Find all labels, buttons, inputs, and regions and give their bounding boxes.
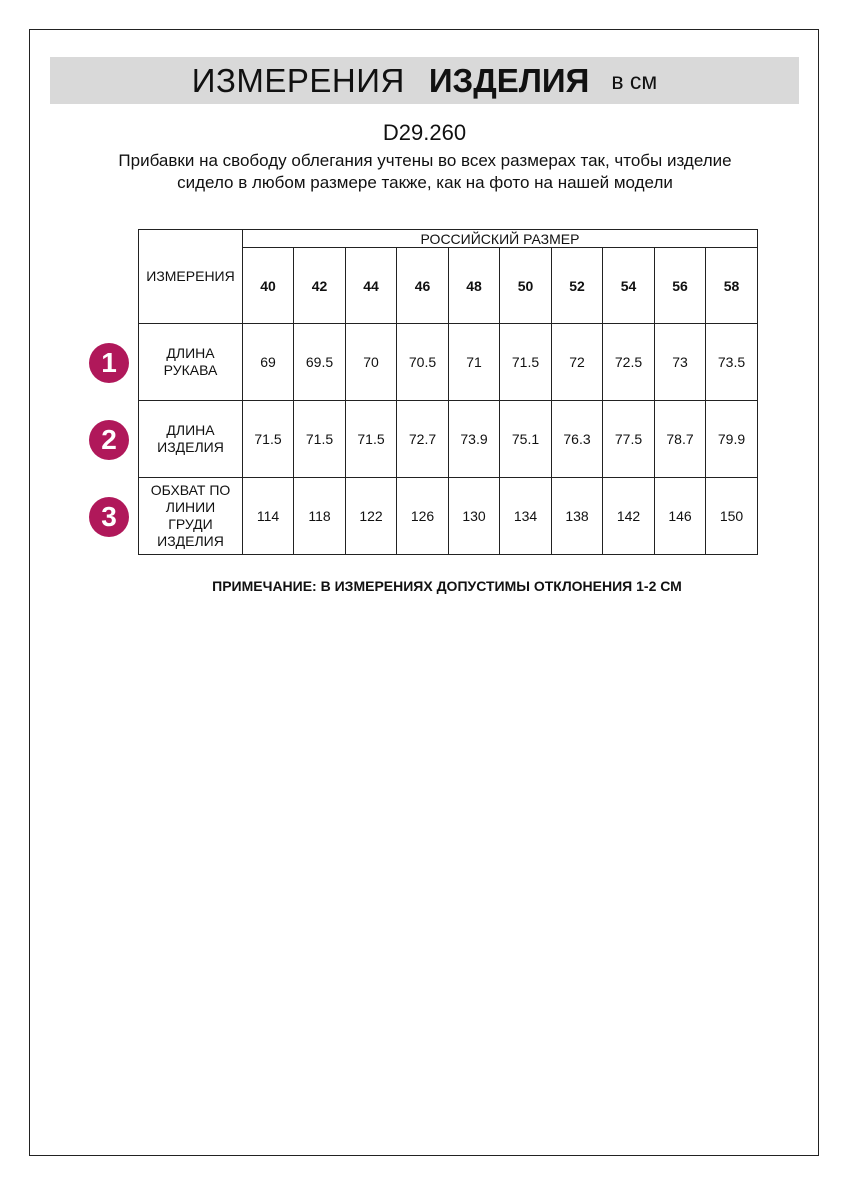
value-cell: 71.5 [346, 401, 397, 478]
value-cell: 134 [500, 478, 552, 555]
title-measurements: ИЗМЕРЕНИЯ [191, 62, 405, 99]
value-cell: 69.5 [294, 324, 346, 401]
size-header: 42 [294, 248, 346, 324]
value-cell: 70.5 [397, 324, 449, 401]
value-cell: 76.3 [552, 401, 603, 478]
size-header: 52 [552, 248, 603, 324]
badge-2-icon: 2 [89, 420, 129, 460]
article-number: D29.260 [382, 120, 467, 145]
value-cell: 78.7 [655, 401, 706, 478]
table-row-sleeve-length [139, 324, 758, 401]
value-cell: 69 [243, 324, 294, 401]
value-cell: 71.5 [294, 401, 346, 478]
row-label-product-length: ДЛИНА ИЗДЕЛИЯ [139, 401, 243, 478]
value-cell: 126 [397, 478, 449, 555]
row-label-sleeve-length: ДЛИНА РУКАВА [139, 324, 243, 401]
size-header: 44 [346, 248, 397, 324]
title-unit: в см [611, 68, 658, 94]
size-header: 46 [397, 248, 449, 324]
value-cell: 122 [346, 478, 397, 555]
value-cell: 114 [243, 478, 294, 555]
value-cell: 71 [449, 324, 500, 401]
size-header: 48 [449, 248, 500, 324]
fit-allowance-note: Прибавки на свободу облегания учтены во всех размерах так, чтобы изделие сидело в любом размере также, как на фото на нашей модели [118, 151, 732, 192]
size-header: 58 [706, 248, 758, 324]
value-cell: 118 [294, 478, 346, 555]
size-table [138, 229, 758, 555]
tolerance-note: ПРИМЕЧАНИЕ: В ИЗМЕРЕНИЯХ ДОПУСТИМЫ ОТКЛОНЕНИЯ 1-2 СМ [212, 578, 682, 594]
value-cell: 70 [346, 324, 397, 401]
value-cell: 71.5 [243, 401, 294, 478]
table-row-chest-girth [139, 478, 758, 555]
size-header: 40 [243, 248, 294, 324]
value-cell: 72.5 [603, 324, 655, 401]
title-bar [50, 57, 799, 104]
value-cell: 73.9 [449, 401, 500, 478]
value-cell: 72 [552, 324, 603, 401]
value-cell: 75.1 [500, 401, 552, 478]
value-cell: 146 [655, 478, 706, 555]
size-header: 54 [603, 248, 655, 324]
size-header: 50 [500, 248, 552, 324]
value-cell: 73 [655, 324, 706, 401]
title-product: ИЗДЕЛИЯ [428, 62, 590, 99]
table-row-product-length [139, 401, 758, 478]
russian-size-header: РОССИЙСКИЙ РАЗМЕР [243, 230, 758, 248]
size-header: 56 [655, 248, 706, 324]
measurements-header: ИЗМЕРЕНИЯ [139, 230, 243, 324]
badge-3-icon: 3 [89, 497, 129, 537]
badge-1-icon: 1 [89, 343, 129, 383]
value-cell: 77.5 [603, 401, 655, 478]
value-cell: 142 [603, 478, 655, 555]
value-cell: 71.5 [500, 324, 552, 401]
value-cell: 150 [706, 478, 758, 555]
value-cell: 130 [449, 478, 500, 555]
value-cell: 72.7 [397, 401, 449, 478]
value-cell: 138 [552, 478, 603, 555]
row-label-chest-girth: ОБХВАТ ПО ЛИНИИ ГРУДИ ИЗДЕЛИЯ [139, 478, 243, 555]
value-cell: 79.9 [706, 401, 758, 478]
value-cell: 73.5 [706, 324, 758, 401]
